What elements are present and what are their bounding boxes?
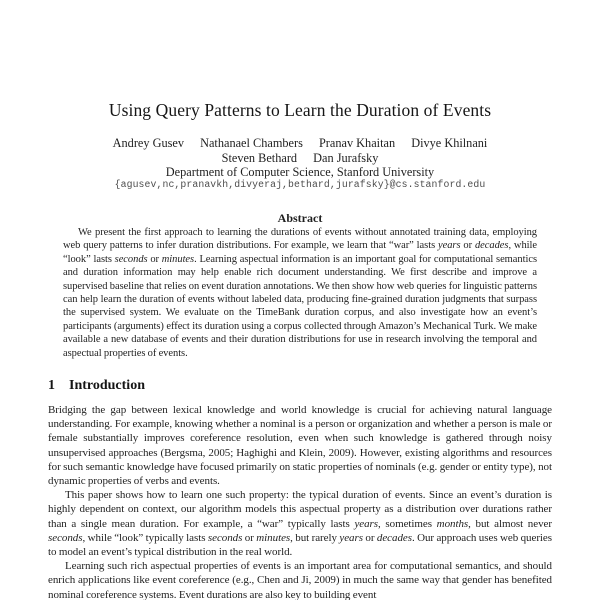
- author-line-2: [0, 151, 600, 166]
- paragraph-1: Bridging the gap between lexical knowledge and world knowledge is crucial for achieving natural language understanding. For example, knowing whether a nominal is a person or organization and whether a person is male or female substantially improves coreference resolution, even when such knowledge is gathered through noisy unsupervised approaches (Bergsma, 2005; Haghighi and Klein, 2009). However, existing algorithms and resources for such semantic knowledge have focused primarily on static properties of nominals (e.g. gender or entity type), not dynamic properties of verbs and events.: [48, 404, 552, 488]
- email-line: {agusev,nc,pranavkh,divyeraj,bethard,jurafsky}@cs.stanford.edu: [114, 179, 486, 190]
- affiliation: Department of Computer Science, Stanford University: [165, 165, 435, 179]
- section-number: 1: [48, 378, 55, 393]
- paragraph-2: This paper shows how to learn one such property: the typical duration of events. Since an event’s duration is highly dependent on context, our algorithm models this aspectual property as a distribution over durations rather than a single mean duration. For example, a “war” typically lasts years, sometimes months, but almost never seconds, while “look” typically lasts seconds or minutes, but rarely years or decades. Our approach uses web queries to model an event’s typical distribution in the real world.: [48, 489, 552, 559]
- paper-title: Using Query Patterns to Learn the Duration of Events: [108, 100, 492, 120]
- section-heading: [48, 378, 145, 394]
- author-name: Nathanael Chambers: [200, 136, 303, 150]
- section-body: [48, 403, 552, 600]
- author-name: Dan Jurafsky: [313, 151, 379, 165]
- abstract-body: We present the first approach to learning the durations of events without annotated training data, employing web query patterns to infer duration distributions. For example, we learn that “war” lasts years or decades, while “look” lasts seconds or minutes. Learning aspectual information is an important goal for computational semantics and duration information may help enable rich document understanding. We first describe and improve a supervised baseline that relies on event duration annotations. We then show how web queries for linguistic patterns can help learn the duration of events without labeled data, producing fine-grained duration judgments that surpass the supervised system. We evaluate on the TimeBank duration corpus, and also investigate how an event’s participants (arguments) effect its duration using a corpus collected through Amazon’s Mechanical Turk. We make available a new database of events and their duration distributions for use in research involving the temporal and aspectual properties of events.: [63, 227, 537, 359]
- author-name: Steven Bethard: [221, 151, 298, 165]
- author-name: Pranav Khaitan: [318, 136, 396, 150]
- abstract-heading: Abstract: [277, 211, 323, 225]
- section-title: Introduction: [69, 378, 145, 393]
- paragraph-3: Learning such rich aspectual properties of events is an important area for computational semantics, and should enrich applications like event coreference (e.g., Chen and Ji, 2009) in much the same way that gender has benefited nominal coreference systems. Event durations are also key to building event: [48, 560, 552, 600]
- author-line-1: [0, 136, 600, 151]
- author-name: Andrey Gusev: [112, 136, 185, 150]
- author-name: Divye Khilnani: [411, 136, 488, 150]
